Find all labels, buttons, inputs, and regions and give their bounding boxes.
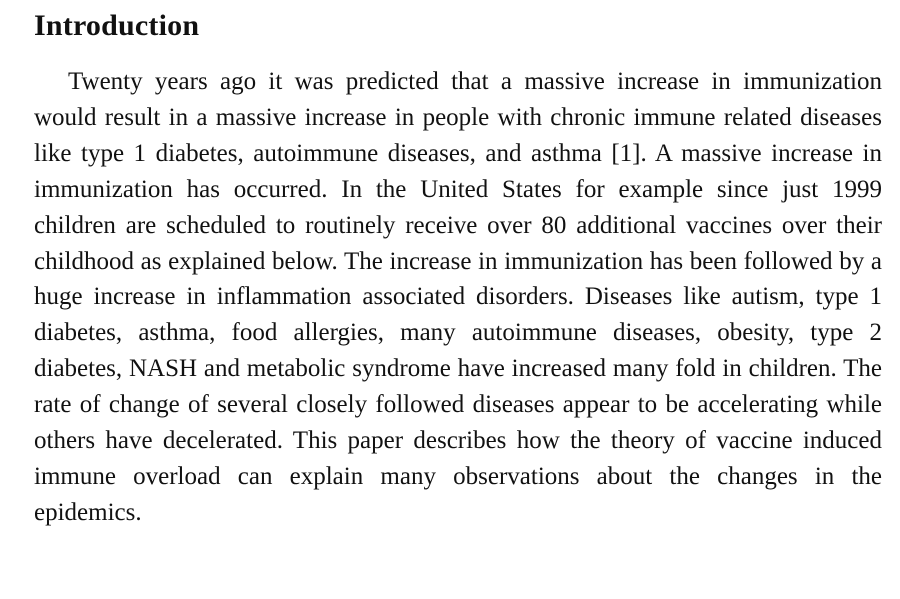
section-heading: Introduction xyxy=(34,9,200,42)
body-paragraph: Twenty years ago it was predicted that a massive increase in immunization would result in a massive increase in people with chronic immune related diseases like type 1 diabetes, autoimmune diseases, and asthma [1]. A massive increase in immunization has occurred. In the United States for example since just 1999 children are scheduled to routinely receive over 80 additional vaccines over their childhood as explained below. The increase in immunization has been followed by a huge increase in inflammation associated disorders. Diseases like autism, type 1 diabetes, asthma, food allergies, many autoimmune diseases, obesity, type 2 diabetes, NASH and metabolic syndrome have increased many fold in children. The rate of change of several closely followed diseases appear to be accelerating while others have decelerated. This paper describes how the theory of vaccine induced immune overload can explain many observations about the changes in the epidemics. xyxy=(34,68,882,526)
